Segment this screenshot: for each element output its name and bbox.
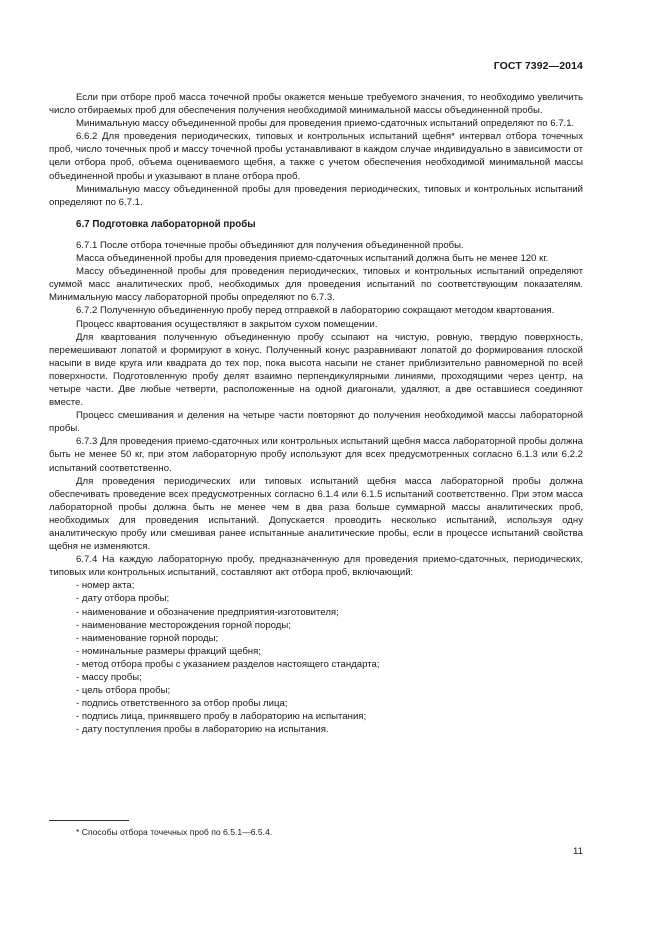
paragraph: 6.7.2 Полученную объединенную пробу перед отправкой в лабораторию сокращают методом квартования. bbox=[76, 305, 555, 317]
list-item: - наименование и обозначение предприятия-изготовителя; bbox=[76, 606, 339, 618]
paragraph: Для проведения периодических или типовых испытаний щебня масса лабораторной пробы должна обеспечивать проведение всех предусмотренных согласно 6.1.4 или 6.1.5 испытаний соответственно. При этом масса лабораторной пробы должна быть не менее чем в два раза больше суммарной массы аналитических проб, необходимых для проведения испытаний. Допускается проводить несколько испытаний, используя одну аналитическую пробу или смешивая ранее испытанные аналитические пробы, если в процессе испытаний свойства щебня не изменяются. bbox=[49, 475, 583, 553]
paragraph: Массу объединенной пробы для проведения периодических, типовых и контрольных испытаний определяют суммой масс аналитических проб, необходимых для проведения испытаний по соответствующим показателям. Минимальную массу лабораторной пробы определяют по 6.7.3. bbox=[49, 266, 583, 304]
paragraph: 6.6.2 Для проведения периодических, типовых и контрольных испытаний щебня* интервал отбора точечных проб, число точечных проб и массу точечной пробы устанавливают в каждом случае индивидуально в зависимости от цели отбора проб, объема оцениваемого щебня, а также с учетом обеспечения необходимой минимальной массы объединенной пробы и указывают в плане отбора проб. bbox=[49, 131, 583, 182]
paragraph: 6.7.4 На каждую лабораторную пробу, предназначенную для проведения приемо-сдаточных, периодических, типовых или контрольных испытаний, составляют акт отбора проб, включающий: bbox=[49, 554, 583, 579]
paragraph: Для квартования полученную объединенную пробу ссыпают на чистую, ровную, твердую поверхность, перемешивают лопатой и формируют в конус. Полученный конус разравнивают лопатой до формирования плоской насыпи в виде круга или квадрата до тех пор, пока высота насыпи не станет приблизительно равномерной по всей поверхности. Подготовленную пробу делят взаимно перпендикулярными линиями, проходящими через центр, на четыре части. Две любые четверти, расположенные на одной диагонали, удаляют, а две оставшиеся соединяют вместе. bbox=[49, 331, 583, 409]
list-item: - метод отбора пробы с указанием разделов настоящего стандарта; bbox=[76, 658, 380, 670]
list-item: - номер акта; bbox=[76, 580, 135, 592]
act-items-list bbox=[49, 579, 583, 736]
list-item: - наименование горной породы; bbox=[76, 632, 219, 644]
list-item: - цель отбора пробы; bbox=[76, 685, 171, 697]
list-item: - наименование месторождения горной породы; bbox=[76, 619, 291, 631]
paragraph: Процесс смешивания и деления на четыре части повторяют до получения необходимой массы лабораторной пробы. bbox=[49, 410, 583, 435]
list-item: - дату поступления пробы в лабораторию на испытания. bbox=[76, 724, 329, 736]
footnote: * Способы отбора точечных проб по 6.5.1—6.5.4. bbox=[76, 827, 273, 837]
footnote-divider bbox=[49, 820, 129, 821]
paragraph: Минимальную массу объединенной пробы для проведения периодических, типовых и контрольных испытаний определяют по 6.7.1. bbox=[49, 183, 583, 208]
standard-designation: ГОСТ 7392—2014 bbox=[493, 60, 583, 72]
paragraph: 6.7.1 После отбора точечные пробы объединяют для получения объединенной пробы. bbox=[76, 239, 464, 251]
section-heading: 6.7 Подготовка лабораторной пробы bbox=[76, 218, 256, 230]
list-item: - номинальные размеры фракций щебня; bbox=[76, 645, 261, 657]
paragraph: Минимальную массу объединенной пробы для проведения приемо-сдаточных испытаний определяют по 6.7.1. bbox=[76, 118, 575, 130]
paragraph: Если при отборе проб масса точечной пробы окажется меньше требуемого значения, то необходимо увеличить число отбираемых проб для обеспечения получения необходимой минимальной массы объединенной пробы. bbox=[49, 92, 583, 117]
page-number: 11 bbox=[573, 846, 583, 857]
paragraph: Процесс квартования осуществляют в закрытом сухом помещении. bbox=[76, 318, 378, 330]
page-body bbox=[49, 91, 583, 737]
paragraph: Масса объединенной пробы для проведения приемо-сдаточных испытаний должна быть не менее 120 кг. bbox=[76, 253, 549, 265]
list-item: - подпись лица, принявшего пробу в лабораторию на испытания; bbox=[76, 711, 367, 723]
list-item: - дату отбора пробы; bbox=[76, 593, 170, 605]
list-item: - массу пробы; bbox=[76, 672, 142, 684]
paragraph: 6.7.3 Для проведения приемо-сдаточных или контрольных испытаний щебня масса лабораторной пробы должна быть не менее 50 кг, при этом лабораторную пробу используют для всех предусмотренных согласно 6.1.3 или 6.2.2 испытаний соответственно. bbox=[49, 436, 583, 474]
list-item: - подпись ответственного за отбор пробы лица; bbox=[76, 698, 288, 710]
